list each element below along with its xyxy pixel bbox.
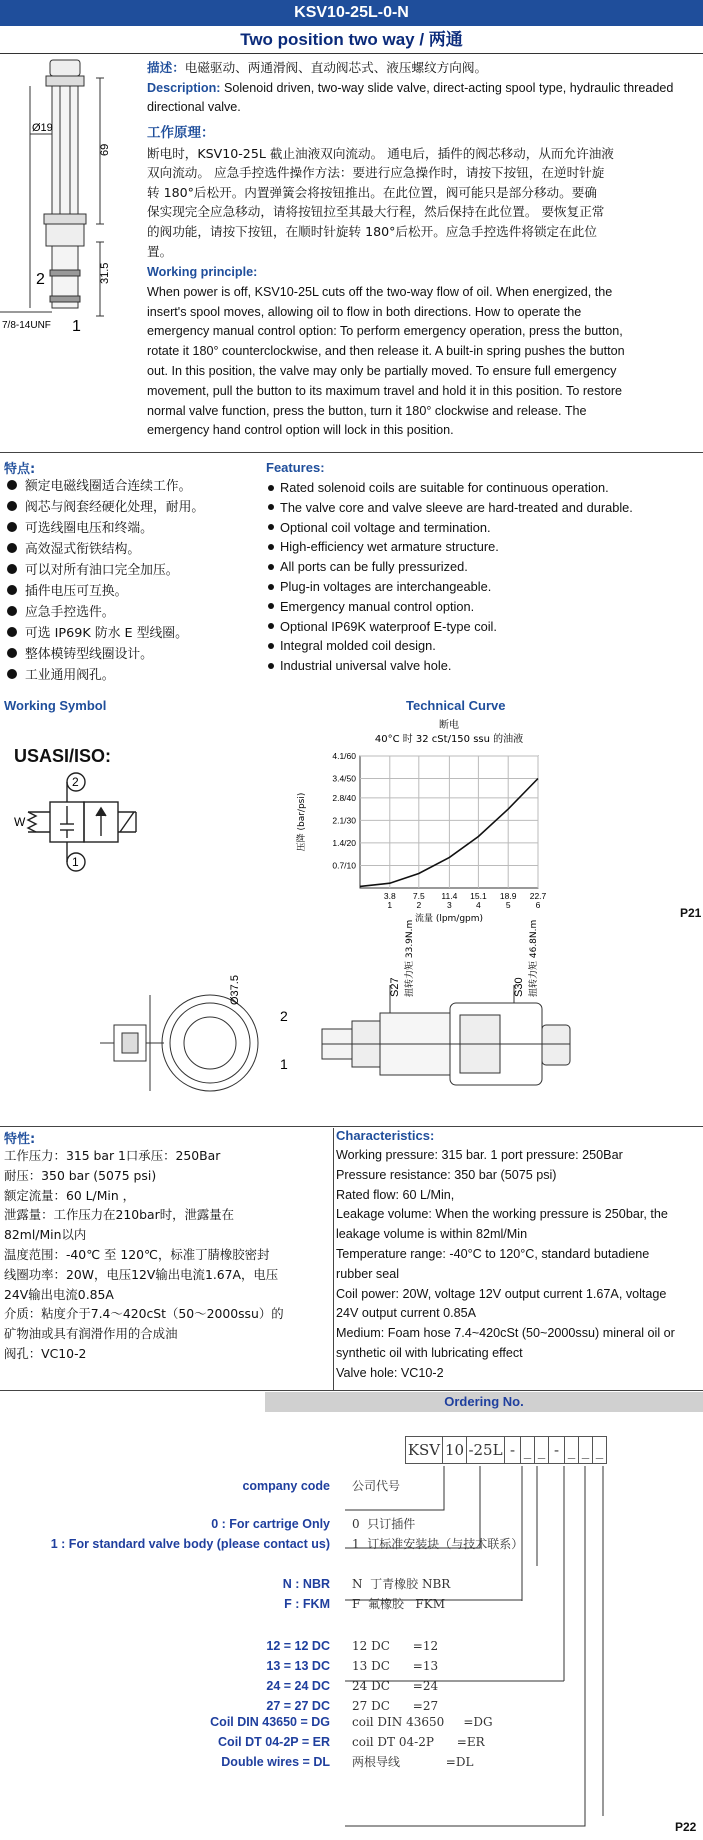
- feature-cn-item: [4, 644, 204, 665]
- feature-cn-text: 插件电压可互换。: [25, 584, 128, 599]
- symbol-spring-label: W: [14, 815, 26, 829]
- ordering-option: N 丁青橡胶 NBR: [352, 1577, 451, 1591]
- feature-cn-text: 高效湿式衔铁结构。: [25, 542, 141, 557]
- page-number-p22: P22: [675, 1820, 697, 1834]
- ordering-option: coil DIN 43650 =DG: [352, 1715, 493, 1729]
- y-tick-label: 3.4/50: [332, 773, 356, 784]
- code-segment: KSV: [405, 1436, 443, 1464]
- bullet-icon: [7, 648, 17, 658]
- feature-cn-item: [4, 539, 204, 560]
- feature-cn-text: 可选线圈电压和终端。: [25, 521, 153, 536]
- feature-cn-item: [4, 518, 204, 539]
- x-tick-label-top: 22.7: [529, 891, 547, 901]
- feature-en-item: [266, 597, 633, 617]
- x-tick-label-bottom: 6: [535, 900, 541, 910]
- characteristic-cn-line: 额定流量：60 L/Min ，: [4, 1187, 136, 1203]
- feature-cn-text: 可以对所有油口完全加压。: [25, 563, 179, 578]
- bullet-icon: [7, 606, 17, 616]
- ordering-option: 27 DC =27: [352, 1699, 439, 1713]
- page-number-p21: P21: [680, 906, 702, 920]
- ordering-group-labels: [283, 1574, 330, 1614]
- feature-cn-item: [4, 476, 204, 497]
- ordering-label: 12 = 12 DC: [266, 1639, 330, 1653]
- description-cn-label: 描述：: [147, 60, 185, 75]
- bullet-icon: [268, 663, 274, 669]
- ordering-option: coil DT 04-2P =ER: [352, 1735, 485, 1749]
- description-cn-text: 电磁驱动、两通滑阀、直动阀芯式、液压螺纹方向阀。: [184, 60, 488, 75]
- chart-subtitle: 40°C 时 32 cSt/150 ssu 的油液: [374, 734, 524, 745]
- page-subtitle: Two position two way / 两通: [0, 26, 703, 54]
- ordering-option: 13 DC =13: [352, 1659, 439, 1673]
- characteristic-cn-line: 82ml/Min以内: [4, 1227, 87, 1243]
- ordering-group-labels: [210, 1712, 330, 1772]
- ordering-option: 12 DC =12: [352, 1639, 439, 1653]
- feature-cn-item: [4, 497, 204, 518]
- characteristic-cn-line: 矿物油或具有润滑作用的合成油: [4, 1326, 178, 1342]
- principle-en-line: normal valve function, press the button, turn it 180° clockwise and release. The: [147, 403, 587, 418]
- ordering-label: 1 : For standard valve body (please contact us): [50, 1537, 330, 1551]
- ordering-label: Coil DT 04-2P = ER: [218, 1735, 330, 1749]
- ordering-option: F 氟橡胶 FKM: [352, 1597, 445, 1611]
- working-principle: [147, 124, 702, 441]
- ordering-label: 13 = 13 DC: [266, 1659, 330, 1673]
- bullet-icon: [7, 522, 17, 532]
- feature-en-item: [266, 636, 633, 656]
- dim-diameter: Ø19: [32, 122, 53, 134]
- code-segment: _: [565, 1436, 579, 1464]
- page-title: KSV10-25L-0-N: [0, 0, 703, 26]
- feature-en-text: Optional IP69K waterproof E-type coil.: [280, 618, 497, 634]
- torque-1-note: 扭转力矩 33.9N.m: [405, 919, 415, 997]
- technical-curve-title: Technical Curve: [406, 698, 506, 713]
- ordering-title: Ordering No.: [265, 1392, 703, 1412]
- feature-en-text: All ports can be fully pressurized.: [280, 559, 468, 575]
- code-segment: _: [521, 1436, 535, 1464]
- principle-cn-line: 保实现完全应急移动，请将按钮拉至其最大行程，然后保持在此位置。 要恢复正常: [147, 204, 605, 220]
- assembly-diameter: Ø37.5: [229, 975, 241, 1005]
- ordering-group-labels: [266, 1636, 330, 1716]
- principle-en-line: rotate it 180° counterclockwise, and then release it. A built-in spring pushes the button: [147, 344, 625, 359]
- ordering-label: 27 = 27 DC: [266, 1699, 330, 1713]
- x-tick-label-top: 7.5: [412, 891, 425, 901]
- bullet-icon: [268, 643, 274, 649]
- characteristic-cn-line: 介质：粘度介于7.4～420cSt（50～2000ssu）的: [4, 1306, 284, 1322]
- principle-cn-line: 双向流动。 应急手控选件操作方法：要进行应急操作时，请按下按钮，在逆时针旋: [147, 165, 605, 181]
- bullet-icon: [268, 584, 274, 590]
- characteristics-en-title: Characteristics:: [336, 1128, 435, 1143]
- port-1-label: 1: [72, 318, 81, 335]
- feature-en-item: [266, 617, 633, 637]
- features-en-title: Features:: [266, 460, 325, 475]
- characteristic-cn-line: 温度范围：-40℃ 至 120℃，标准丁腈橡胶密封: [4, 1246, 270, 1262]
- x-tick-label-top: 18.9: [499, 891, 517, 901]
- bullet-icon: [268, 524, 274, 530]
- characteristic-en-line: Coil power: 20W, voltage 12V output current 1.67A, voltage: [336, 1286, 667, 1301]
- principle-en-line: movement, pull the button to its maximum travel and hold it in this position. To restore: [147, 383, 623, 398]
- principle-cn-line: 断电时，KSV10-25L 截止油液双向流动。 通电后，插件的阀芯移动，从而允许油液: [147, 145, 614, 161]
- principle-cn-title: 工作原理：: [147, 125, 215, 141]
- ordering-group-options: [352, 1574, 450, 1614]
- assembly-port-2: 2: [280, 1008, 288, 1024]
- characteristic-en-line: Medium: Foam hose 7.4~420cSt (50~2000ssu) mineral oil or: [336, 1326, 675, 1341]
- description-en-label: Description:: [147, 80, 221, 95]
- ordering-option: 公司代号: [352, 1479, 401, 1493]
- y-tick-label: 2.8/40: [332, 792, 356, 803]
- principle-cn-line: 置。: [147, 243, 173, 259]
- feature-en-item: [266, 498, 633, 518]
- code-segment: _: [593, 1436, 607, 1464]
- bullet-icon: [7, 585, 17, 595]
- ordering-group-labels: [51, 1514, 330, 1554]
- bullet-icon: [268, 623, 274, 629]
- characteristic-en-line: Temperature range: -40°C to 120°C, standard butadiene: [336, 1246, 650, 1261]
- feature-cn-item: [4, 560, 204, 581]
- ordering-group-options: [352, 1712, 493, 1772]
- bullet-icon: [7, 543, 17, 553]
- feature-en-text: Optional coil voltage and termination.: [280, 519, 491, 535]
- characteristic-cn-line: 24V输出电流0.85A: [4, 1286, 114, 1302]
- feature-en-item: [266, 478, 633, 498]
- principle-en-line: emergency manual control option: To perform emergency operation, press the button,: [147, 324, 623, 339]
- feature-cn-item: [4, 602, 204, 623]
- y-tick-label: 2.1/30: [332, 815, 356, 826]
- characteristic-cn-line: 耐压：350 bar (5075 psi): [4, 1167, 157, 1183]
- bullet-icon: [268, 564, 274, 570]
- x-tick-label-bottom: 2: [416, 900, 422, 910]
- code-segment: _: [535, 1436, 549, 1464]
- bullet-icon: [7, 669, 17, 679]
- x-tick-label-bottom: 1: [387, 900, 393, 910]
- feature-en-text: Industrial universal valve hole.: [280, 658, 452, 674]
- bullet-icon: [7, 501, 17, 511]
- principle-en-line: emergency hand control option will lock in this position.: [147, 423, 454, 438]
- bullet-icon: [7, 627, 17, 637]
- feature-cn-text: 可选 IP69K 防水 E 型线圈。: [25, 626, 188, 641]
- characteristic-en-line: Pressure resistance: 350 bar (5075 psi): [336, 1167, 557, 1182]
- ordering-label: Coil DIN 43650 = DG: [210, 1715, 330, 1729]
- ordering-group-options: [352, 1514, 523, 1554]
- code-segment: -25L: [467, 1436, 505, 1464]
- x-tick-label-top: 11.4: [441, 891, 458, 901]
- feature-en-item: [266, 656, 633, 676]
- feature-en-text: Integral molded coil design.: [280, 638, 436, 654]
- code-segment: 10: [443, 1436, 467, 1464]
- feature-en-item: [266, 537, 633, 557]
- symbol-standard-label: USASI/ISO:: [14, 746, 112, 766]
- principle-en-title: Working principle:: [147, 265, 258, 280]
- bullet-icon: [268, 544, 274, 550]
- technical-curve-chart: [290, 718, 560, 924]
- feature-cn-item: [4, 623, 204, 644]
- characteristic-en-line: Leakage volume: When the working pressure is 250bar, the: [336, 1207, 668, 1222]
- bullet-icon: [268, 603, 274, 609]
- torque-1-size: S27: [389, 977, 401, 997]
- feature-en-item: [266, 518, 633, 538]
- characteristic-en-line: leakage volume is within 82ml/Min: [336, 1227, 528, 1242]
- dim-69: 69: [99, 143, 111, 156]
- ordering-label: Double wires = DL: [221, 1755, 330, 1769]
- characteristics-cn-title: 特性:: [4, 1132, 36, 1147]
- x-axis-label: 流量 (lpm/gpm): [414, 914, 484, 924]
- ordering-label: 0 : For cartrige Only: [211, 1517, 330, 1531]
- feature-cn-text: 应急手控选件。: [25, 605, 115, 620]
- principle-en-line: out. In this position, the valve may only be partially moved. To ensure full emergency: [147, 363, 617, 378]
- feature-cn-item: [4, 581, 204, 602]
- characteristic-en-line: Valve hole: VC10-2: [336, 1365, 444, 1380]
- hydraulic-symbol: [10, 772, 150, 872]
- feature-cn-text: 额定电磁线圈适合连续工作。: [25, 479, 192, 494]
- assembly-port-1: 1: [280, 1056, 288, 1072]
- bullet-icon: [7, 480, 17, 490]
- feature-cn-text: 工业通用阀孔。: [25, 668, 115, 683]
- bullet-icon: [7, 564, 17, 574]
- torque-2-note: 扭转力矩 46.8N.m: [529, 919, 539, 997]
- code-segment: _: [579, 1436, 593, 1464]
- feature-en-text: Plug-in voltages are interchangeable.: [280, 578, 492, 594]
- x-tick-label-bottom: 4: [476, 900, 481, 910]
- feature-cn-text: 阀芯与阀套经硬化处理，耐用。: [25, 500, 205, 515]
- characteristic-cn-line: 阀孔：VC10-2: [4, 1345, 87, 1361]
- characteristic-en-line: Working pressure: 315 bar. 1 port pressure: 250Bar: [336, 1148, 623, 1162]
- valve-drawing: [0, 56, 140, 396]
- feature-en-item: [266, 557, 633, 577]
- feature-en-text: High-efficiency wet armature structure.: [280, 539, 499, 555]
- characteristic-en-line: Rated flow: 60 L/Min,: [336, 1187, 455, 1202]
- y-tick-label: 4.1/60: [332, 751, 356, 761]
- chart-title: 断电: [439, 720, 459, 731]
- thread-label: 7/8-14UNF: [2, 320, 51, 331]
- bullet-icon: [268, 485, 274, 491]
- features-cn-title: 特点:: [4, 462, 36, 477]
- characteristic-cn-line: 工作压力：315 bar 1口承压：250Bar: [4, 1148, 221, 1163]
- ordering-label: company code: [242, 1479, 330, 1493]
- dim-31: 31.5: [99, 262, 111, 284]
- y-axis-label: 压降 (bar/psi): [297, 792, 307, 852]
- x-tick-label-top: 3.8: [383, 891, 396, 901]
- principle-en-line: insert's spool moves, allowing oil to flow in both directions. How to operate the: [147, 304, 582, 319]
- ordering-group-labels: [242, 1476, 330, 1496]
- port-2-label: 2: [36, 271, 45, 288]
- ordering-option: 0 只订插件: [352, 1517, 416, 1531]
- feature-en-item: [266, 577, 633, 597]
- principle-cn-line: 的阀功能，请按下按钮，在顺时针旋转 180°后松开。应急手控选件将锁定在此位: [147, 223, 597, 239]
- ordering-label: 24 = 24 DC: [266, 1679, 330, 1693]
- feature-en-text: The valve core and valve sleeve are hard-treated and durable.: [280, 499, 633, 515]
- code-segment: -: [505, 1436, 521, 1464]
- symbol-port-2: 2: [72, 775, 79, 789]
- ordering-group-options: [352, 1636, 438, 1716]
- ordering-option: 1 订标准安装块（与技术联系）: [352, 1537, 524, 1551]
- principle-cn-line: 转 180°后松开。内置弹簧会将按钮推出。在此位置，阀可能只是部分移动。要确: [147, 184, 597, 200]
- feature-cn-text: 整体模铸型线圈设计。: [25, 647, 153, 662]
- feature-cn-item: [4, 665, 204, 686]
- y-tick-label: 0.7/10: [332, 860, 356, 871]
- characteristic-cn-line: 线圈功率：20W，电压12V输出电流1.67A，电压: [4, 1266, 279, 1282]
- ordering-option: 两根导线 =DL: [352, 1755, 474, 1769]
- x-tick-label-top: 15.1: [470, 891, 487, 901]
- ordering-group-options: [352, 1476, 400, 1496]
- working-symbol-title: Working Symbol: [4, 698, 107, 713]
- code-segment: -: [549, 1436, 565, 1464]
- feature-en-text: Emergency manual control option.: [280, 598, 475, 614]
- characteristic-en-line: synthetic oil with lubricating effect: [336, 1345, 523, 1360]
- ordering-label: N : NBR: [282, 1577, 330, 1591]
- characteristic-en-line: rubber seal: [336, 1266, 400, 1281]
- ordering-label: F : FKM: [284, 1597, 330, 1611]
- description: [147, 58, 697, 118]
- feature-en-text: Rated solenoid coils are suitable for continuous operation.: [280, 480, 609, 495]
- principle-en-line: When power is off, KSV10-25L cuts off the two-way flow of oil. When energized, the: [147, 284, 613, 299]
- ordering-option: 24 DC =24: [352, 1679, 439, 1693]
- x-tick-label-bottom: 3: [447, 900, 452, 910]
- torque-2-size: S30: [513, 977, 525, 997]
- bullet-icon: [268, 504, 274, 510]
- characteristic-cn-line: 泄露量：工作压力在210bar时，泄露量在: [4, 1207, 235, 1223]
- description-en-text: Solenoid driven, two-way slide valve, direct-acting spool type, hydraulic threaded directional valve.: [147, 80, 674, 115]
- characteristic-en-line: 24V output current 0.85A: [336, 1306, 477, 1321]
- x-tick-label-bottom: 5: [505, 900, 511, 910]
- y-tick-label: 1.4/20: [332, 837, 356, 848]
- symbol-port-1: 1: [72, 855, 79, 869]
